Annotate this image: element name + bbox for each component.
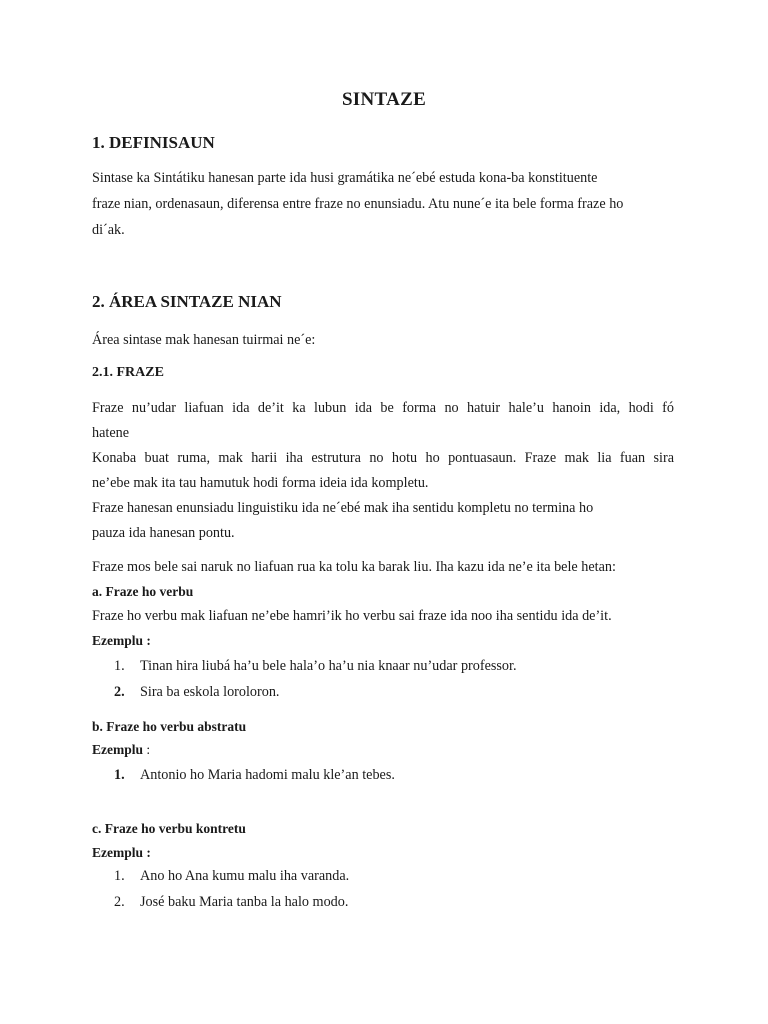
example-label (92, 742, 150, 758)
section-intro: Área sintase mak hanesan tuirmai ne´e: (92, 332, 316, 348)
example-label: Ezemplu : (92, 845, 151, 860)
item-description: Fraze ho verbu mak liafuan ne’ebe hamri’ik ho verbu sai fraze ida noo iha sentidu ida de’it. (92, 608, 612, 624)
example-label: Ezemplu : (92, 633, 151, 648)
example-label-colon: : (143, 742, 151, 757)
list-item-text: Ano ho Ana kumu malu iha varanda. (140, 868, 350, 884)
list-item-number: 1. (114, 658, 125, 674)
example-label-text: Ezemplu (92, 742, 144, 757)
list-item-text: José baku Maria tanba la halo modo. (140, 894, 349, 910)
paragraph-line: ne’ebe mak ita tau hamutuk hodi forma ideia ida kompletu. (92, 475, 429, 491)
list-item-number: 1. (114, 767, 125, 783)
paragraph-line: Sintase ka Sintátiku hanesan parte ida husi gramátika ne´ebé estuda kona-ba konstituente (92, 170, 598, 186)
list-item-number: 1. (114, 868, 125, 884)
paragraph-line: Fraze hanesan enunsiadu linguistiku ida ne´ebé mak iha sentidu kompletu no termina ho (92, 500, 594, 516)
section-heading-area-sintaze: 2. ÁREA SINTAZE NIAN (92, 292, 282, 311)
paragraph-line: fraze nian, ordenasaun, diferensa entre fraze no enunsiadu. Atu nune´e ita bele forma fraze ho (92, 196, 624, 212)
list-item-number: 2. (114, 894, 125, 910)
paragraph-line: pauza ida hanesan pontu. (92, 525, 235, 541)
paragraph-line: di´ak. (92, 222, 125, 238)
page-title: SINTAZE (341, 89, 427, 110)
list-item-number: 2. (114, 684, 125, 700)
section-heading-definisaun: 1. DEFINISAUN (92, 133, 215, 152)
paragraph-line: Fraze nu’udar liafuan ida de’it ka lubun ida be forma no hatuir hale’u hanoin ida, hodi fó (92, 400, 674, 416)
paragraph-line: hatene (92, 425, 130, 441)
item-heading-fraze-ho-verbu-kontretu: c. Fraze ho verbu kontretu (92, 821, 246, 836)
subsection-heading-fraze: 2.1. FRAZE (92, 365, 164, 380)
list-item-text: Sira ba eskola loroloron. (140, 684, 280, 700)
paragraph-line: Fraze mos bele sai naruk no liafuan rua ka tolu ka barak liu. Iha kazu ida ne’e ita bele hetan: (92, 559, 616, 575)
list-item-text: Antonio ho Maria hadomi malu kle’an tebes. (140, 767, 395, 783)
item-heading-fraze-ho-verbu: a. Fraze ho verbu (92, 584, 194, 599)
list-item-text: Tinan hira liubá ha’u bele hala’o ha’u nia knaar nu’udar professor. (140, 658, 517, 674)
paragraph-line: Konaba buat ruma, mak harii iha estrutura no hotu ho pontuasaun. Fraze mak lia fuan sira (92, 450, 674, 466)
item-heading-fraze-ho-verbu-abstratu: b. Fraze ho verbu abstratu (92, 719, 247, 734)
